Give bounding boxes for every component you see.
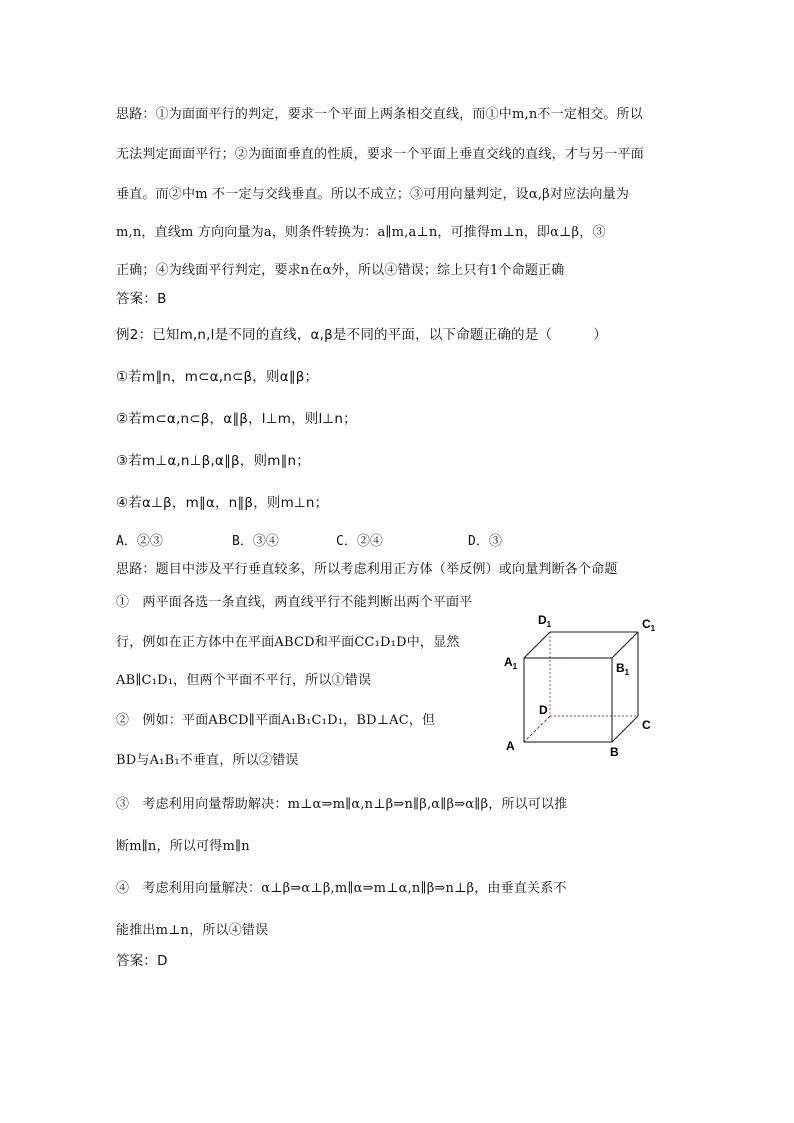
label-a1: $A_1$ bbox=[504, 655, 518, 671]
ex1-line-3: 垂直。而②中m 不一定与交线垂直。所以不成立；③可用向量判定，设α,β对应法向量为 bbox=[116, 187, 630, 202]
label-d: D bbox=[539, 703, 548, 717]
cube-figure bbox=[500, 612, 660, 762]
ex2-analysis-2: ① 两平面各选一条直线，两直线平行不能判断出两个平面平 bbox=[116, 595, 473, 610]
ex2-prop-1: ①若m∥n，m⊂α,n⊂β，则α∥β； bbox=[116, 369, 319, 385]
ex2-analysis-10: 能推出m⊥n，所以④错误 bbox=[116, 923, 269, 938]
ex2-analysis-7: ③ 考虑利用向量帮助解决：m⊥α⇒m∥α,n⊥β⇒n∥β,α∥β⇒α∥β，所以可以推 bbox=[116, 797, 568, 812]
ex2-analysis-5: ② 例如：平面ABCD∥平面A₁B₁C₁D₁，BD⊥AC，但 bbox=[116, 713, 436, 728]
label-c: C bbox=[642, 718, 651, 732]
label-b: B bbox=[610, 745, 619, 759]
ex2-analysis-1: 思路：题目中涉及平行垂直较多，所以考虑利用正方体（举反例）或向量判断各个命题 bbox=[116, 562, 618, 577]
ex2-prop-2: ②若m⊂α,n⊂β，α∥β，l⊥m，则l⊥n； bbox=[116, 411, 357, 427]
ex2-analysis-4: AB∥C₁D₁，但两个平面不平行，所以①错误 bbox=[116, 673, 372, 688]
edge-bc bbox=[612, 716, 638, 742]
ex1-line-4: m,n，直线m 方向向量为a，则条件转换为：a∥m,a⊥n，可推得m⊥n，即α⊥β，③ bbox=[116, 225, 606, 240]
edge-ad bbox=[524, 716, 550, 742]
ex1-line-2: 无法判定面面平行；②为面面垂直的性质，要求一个平面上垂直交线的直线，才与另一平面 bbox=[116, 147, 645, 162]
front-face bbox=[524, 658, 612, 742]
label-d1: $D_1$ bbox=[538, 613, 552, 629]
label-a: A bbox=[506, 739, 515, 753]
label-c1: $C_1$ bbox=[642, 617, 656, 633]
ex2-analysis-6: BD与A₁B₁不垂直，所以②错误 bbox=[116, 753, 299, 768]
ex2-prop-4: ④若α⊥β，m∥α，n∥β，则m⊥n； bbox=[116, 495, 329, 511]
option-d: D．③ bbox=[468, 534, 502, 549]
ex2-answer: 答案：D bbox=[116, 953, 168, 969]
option-a: A．②③ bbox=[116, 534, 163, 549]
option-c: C．②④ bbox=[336, 534, 383, 549]
option-b: B．③④ bbox=[232, 534, 279, 549]
ex2-question: 例2：已知m,n,l是不同的直线，α,β是不同的平面，以下命题正确的是（ ） bbox=[116, 327, 607, 343]
label-b1: $B_1$ bbox=[616, 661, 630, 677]
ex2-prop-3: ③若m⊥α,n⊥β,α∥β，则m∥n； bbox=[116, 453, 310, 469]
edge-a1d1 bbox=[524, 632, 550, 658]
ex2-analysis-3: 行，例如在正方体中在平面ABCD和平面CC₁D₁D中，显然 bbox=[116, 635, 460, 650]
ex2-analysis-8: 断m∥n，所以可得m∥n bbox=[116, 839, 250, 854]
edge-b1c1 bbox=[612, 632, 638, 658]
ex1-line-5: 正确；④为线面平行判定，要求n在α外，所以④错误；综上只有1个命题正确 bbox=[116, 263, 565, 278]
ex1-line-1: 思路：①为面面平行的判定，要求一个平面上两条相交直线，而①中m,n不一定相交。所以 bbox=[116, 107, 644, 122]
ex2-analysis-9: ④ 考虑利用向量解决：α⊥β⇒α⊥β,m∥α⇒m⊥α,n∥β⇒n⊥β，由垂直关系不 bbox=[116, 881, 567, 896]
ex1-answer: 答案：B bbox=[116, 291, 167, 307]
